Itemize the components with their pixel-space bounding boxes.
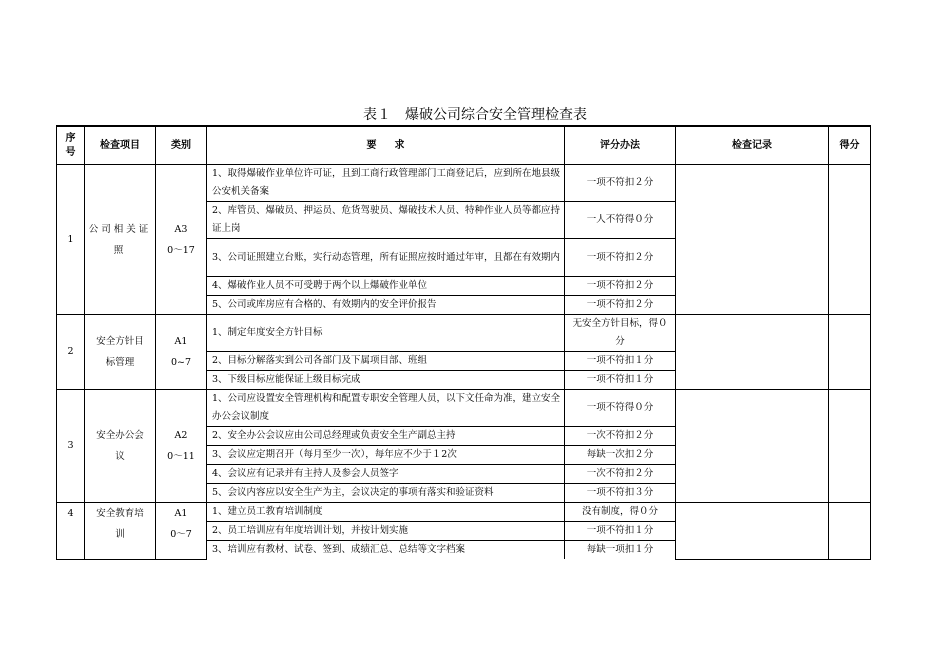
- section-item: 安全办公会议: [85, 390, 156, 503]
- section-no: 1: [57, 165, 85, 315]
- score-cell[interactable]: [829, 315, 871, 390]
- record-cell[interactable]: [676, 315, 829, 390]
- requirement-cell: 5、会议内容应以安全生产为主，会议决定的事项有落实和验证资料: [207, 484, 565, 503]
- method-cell: 一项不符扣１分: [565, 352, 676, 371]
- header-category: 类别: [156, 126, 207, 165]
- requirement-cell: 1、制定年度安全方针目标: [207, 315, 565, 352]
- header-method: 评分办法: [565, 126, 676, 165]
- table-row: [57, 165, 871, 202]
- method-cell: 一项不符扣２分: [565, 165, 676, 202]
- method-cell: 一人不符得０分: [565, 202, 676, 239]
- method-cell: 一项不符得０分: [565, 390, 676, 427]
- requirement-cell: 2、目标分解落实到公司各部门及下属项目部、班组: [207, 352, 565, 371]
- method-cell: 一项不符扣３分: [565, 484, 676, 503]
- requirement-cell: 1、建立员工教育培训制度: [207, 503, 565, 522]
- header-score: 得分: [829, 126, 871, 165]
- method-cell: 一项不符扣２分: [565, 277, 676, 296]
- section-no: 3: [57, 390, 85, 503]
- section-item: 安全方针目标管理: [85, 315, 156, 390]
- requirement-cell: 3、会议应定期召开（每月至少一次），每年应不少于１2次: [207, 446, 565, 465]
- method-cell: 没有制度，得０分: [565, 503, 676, 522]
- inspection-table: [56, 125, 871, 560]
- score-cell[interactable]: [829, 503, 871, 560]
- method-cell: 每缺一次扣２分: [565, 446, 676, 465]
- method-cell: 一项不符扣２分: [565, 239, 676, 277]
- table-row: [57, 390, 871, 427]
- header-requirement: 要 求: [207, 126, 565, 165]
- method-cell: 一项不符扣１分: [565, 522, 676, 541]
- requirement-cell: 4、会议应有记录并有主持人及参会人员签字: [207, 465, 565, 484]
- header-item: 检查项目: [85, 126, 156, 165]
- section-item: 安全教育培训: [85, 503, 156, 560]
- requirement-cell: 1、公司应设置安全管理机构和配置专职安全管理人员，以下文任命为准，建立安全办公会议制度: [207, 390, 565, 427]
- score-cell[interactable]: [829, 165, 871, 315]
- method-cell: 一次不符扣２分: [565, 465, 676, 484]
- header-row: [57, 126, 871, 165]
- record-cell[interactable]: [676, 503, 829, 560]
- table-row: [57, 315, 871, 352]
- header-record: 检查记录: [676, 126, 829, 165]
- section-no: 4: [57, 503, 85, 560]
- method-cell: 一项不符扣２分: [565, 296, 676, 315]
- method-cell: 一项不符扣１分: [565, 371, 676, 390]
- requirement-cell: 1、取得爆破作业单位许可证，且到工商行政管理部门工商登记后，应到所在地县级公安机关备案: [207, 165, 565, 202]
- section-category: A2 0～11: [156, 390, 207, 503]
- section-item: 公司相关证照: [85, 165, 156, 315]
- section-category: A3 0～17: [156, 165, 207, 315]
- method-cell: 无安全方针目标，得０分: [565, 315, 676, 352]
- section-category: A1 0～7: [156, 503, 207, 560]
- section-no: 2: [57, 315, 85, 390]
- table-row: [57, 503, 871, 522]
- requirement-cell: 2、库管员、爆破员、押运员、危货驾驶员、爆破技术人员、特种作业人员等都应持证上岗: [207, 202, 565, 239]
- method-cell: 一次不符扣２分: [565, 427, 676, 446]
- requirement-cell: 3、公司证照建立台账，实行动态管理，所有证照应按时通过年审，且都在有效期内: [207, 239, 565, 277]
- requirement-cell: 3、下级目标应能保证上级目标完成: [207, 371, 565, 390]
- requirement-cell: 3、培训应有教材、试卷、签到、成绩汇总、总结等文字档案: [207, 541, 565, 560]
- method-cell: 每缺一项扣１分: [565, 541, 676, 560]
- section-category: A1 0~7: [156, 315, 207, 390]
- requirement-cell: 2、员工培训应有年度培训计划，并按计划实施: [207, 522, 565, 541]
- record-cell[interactable]: [676, 165, 829, 315]
- requirement-cell: 4、爆破作业人员不可受聘于两个以上爆破作业单位: [207, 277, 565, 296]
- requirement-cell: 2、安全办公会议应由公司总经理或负责安全生产副总主持: [207, 427, 565, 446]
- record-cell[interactable]: [676, 390, 829, 503]
- requirement-cell: 5、公司或库房应有合格的、有效期内的安全评价报告: [207, 296, 565, 315]
- header-no: 序号: [57, 126, 85, 165]
- score-cell[interactable]: [829, 390, 871, 503]
- table-title: 表１ 爆破公司综合安全管理检查表: [363, 107, 587, 123]
